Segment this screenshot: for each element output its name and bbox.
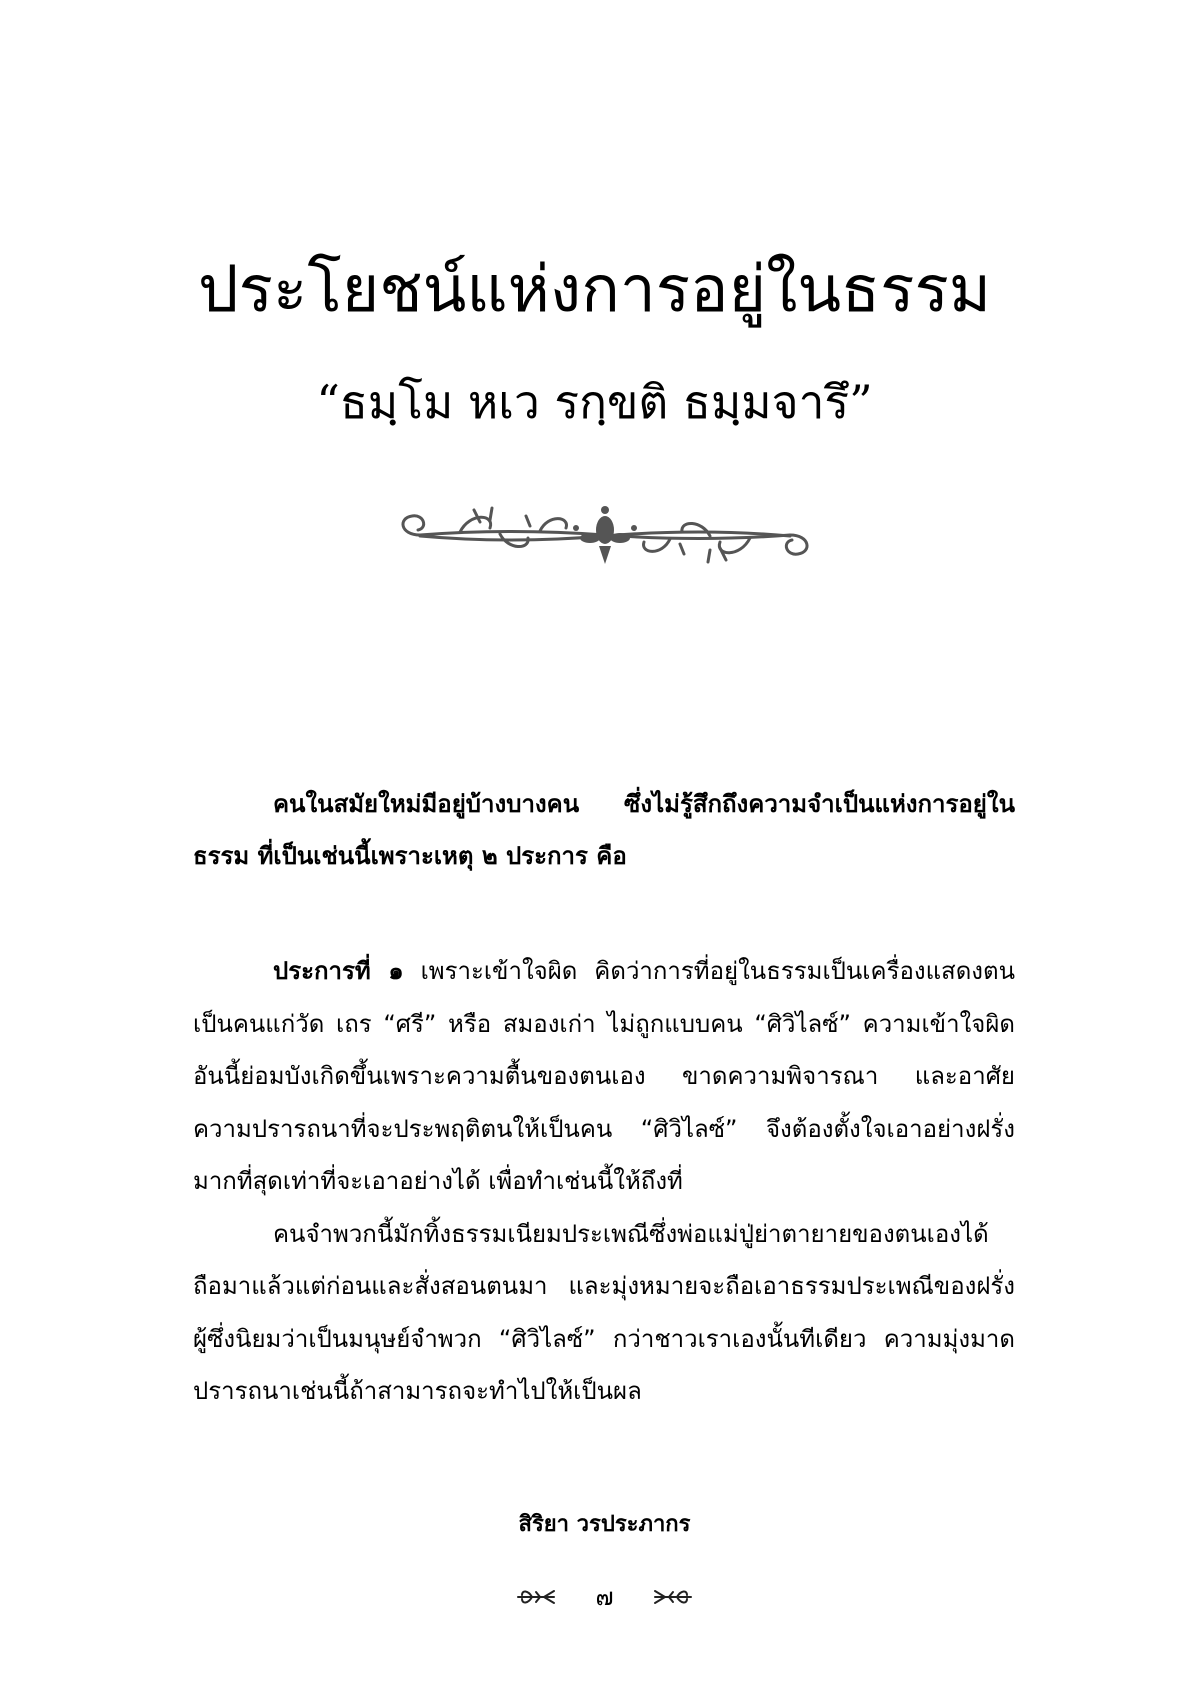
page-subtitle-pali-verse: “ธมฺโม หเว รกฺขติ ธมฺมจารึ” (316, 375, 873, 429)
paragraph-two: คนจำพวกนี้มักทิ้งธรรมเนียมประเพณีซึ่งพ่อแม่ปู่ย่าตายายของตนเองได้ถือมาแล้วแต่ก่อนและสั่งสอนตนมา และมุ่งหมายจะถือเอาธรรมประเพณีของฝรั่งผู้ซึ่งนิยมว่าเป็นมนุษย์จำพวก “ศิวิไลซ์” กว่าชาวเราเองนั้นทีเดียว ความมุ่งมาดปรารถนาเช่นนี้ถ้าสามารถจะทำไปให้เป็นผล (193, 1219, 1015, 1405)
page-title: ประโยชน์แห่งการอยู่ในธรรม (197, 253, 992, 327)
body-text (193, 945, 1015, 1418)
author-name: สิริยา วรประภากร (518, 1512, 691, 1537)
intro-text: คนในสมัยใหม่มีอยู่บ้างบางคน ซึ่งไม่รู้สึกถึงความจำเป็นแห่งการอยู่ในธรรม ที่เป็นเช่นนี้เพราะเหตุ ๒ ประการ คือ (193, 790, 1015, 870)
paragraph-lead-label: ประการที่ ๑ (273, 957, 404, 985)
page-number: ๗ (595, 1583, 614, 1611)
paragraph-reason-one-text: เพราะเข้าใจผิด คิดว่าการที่อยู่ในธรรมเป็นเครื่องแสดงตนเป็นคนแก่วัด เถร “ศรี” หรือ สมองเก่า ไม่ถูกแบบคน “ศิวิไลซ์” ความเข้าใจผิดอันนี้ย่อมบังเกิดขึ้นเพราะความตื้นของตนเอง ขาดความพิจารณา และอาศัยความปรารถนาที่จะประพฤติตนให้เป็นคน “ศิวิไลซ์” จึงต้องตั้งใจเอาอย่างฝรั่งมากที่สุดเท่าที่จะเอาอย่างได้ เพื่อทำเช่นนี้ให้ถึงที่ (193, 957, 1016, 1195)
paragraph-reason-one (193, 945, 1015, 1208)
scroll-flourish-icon (390, 500, 820, 570)
intro-paragraph (193, 778, 1015, 882)
page-folio (0, 1578, 1189, 1615)
right-flourish-icon (649, 1587, 695, 1607)
left-flourish-icon (514, 1587, 560, 1607)
